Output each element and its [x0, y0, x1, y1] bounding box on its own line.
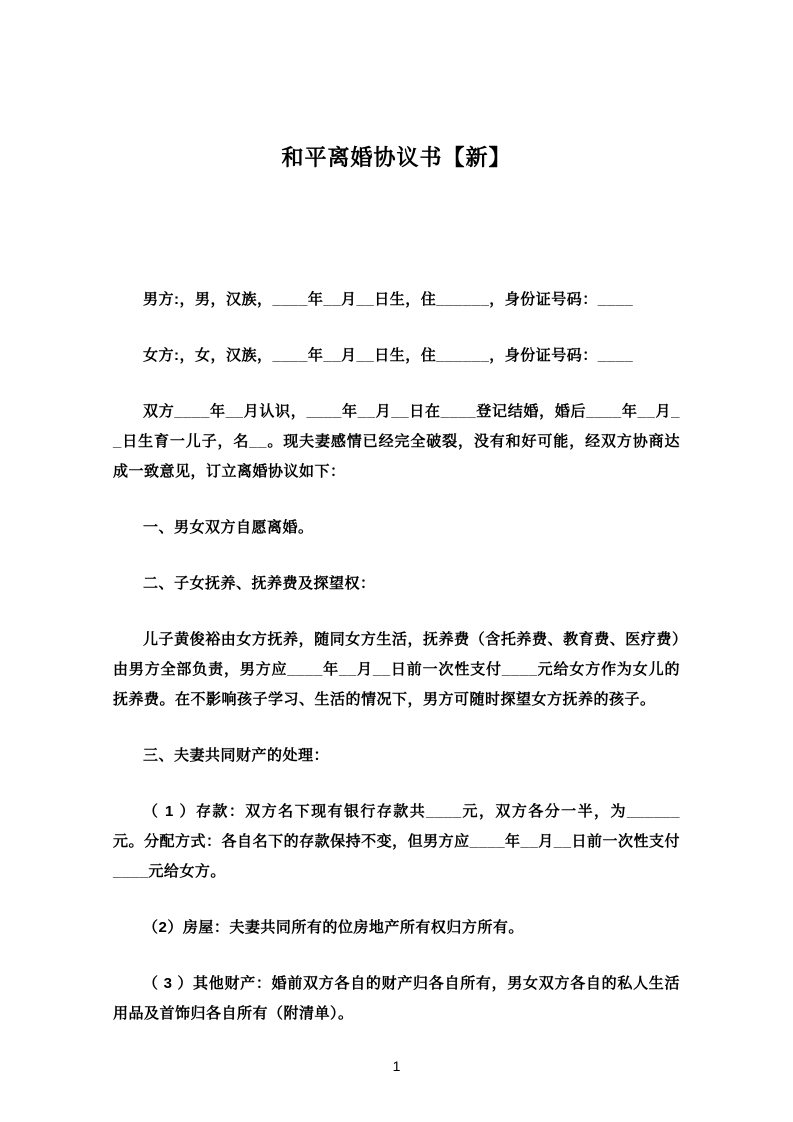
- paragraph-clause-2-heading: 二、子女抚养、抚养费及探望权：: [143, 575, 376, 592]
- paragraph-clause-3-item-3: （ 3 ）其他财产：婚前双方各自的财产归各自所有，男女双方各自的私人生活用品及首饰归各自所有（附清单）。: [113, 975, 680, 1022]
- paragraph-party-male: 男方:，男，汉族，____年__月__日生，住______，身份证号码：____: [143, 291, 634, 308]
- page-number: 1: [392, 1058, 401, 1074]
- paragraph-clause-3-item-2: （2）房屋：夫妻共同所有的位房地产所有权归方所有。: [143, 919, 524, 936]
- paragraph-clause-3-heading: 三、夫妻共同财产的处理：: [143, 747, 330, 764]
- paragraph-preamble: 双方____年__月认识，____年__月__日在____登记结婚，婚后____年__月__日生育一儿子，名__。现夫妻感情已经完全破裂，没有和好可能，经双方协商达成一致意见，订立离婚协议如下：: [113, 403, 680, 480]
- paragraph-clause-2-body: 儿子黄俊裕由女方抚养，随同女方生活，抚养费（含托养费、教育费、医疗费）由男方全部负责，男方应____年__月__日前一次性支付____元给女方作为女儿的抚养费。在不影响孩子学习、生活的情况下，男方可随时探望女方抚养的孩子。: [113, 631, 680, 708]
- paragraph-party-female: 女方:，女，汉族，____年__月__日生，住______，身份证号码：____: [143, 347, 634, 364]
- document-title: 和平离婚协议书【新】: [281, 145, 512, 170]
- paragraph-clause-1: 一、男女双方自愿离婚。: [143, 519, 314, 536]
- paragraph-clause-3-item-1: （ 1 ）存款：双方名下现有银行存款共____元，双方各分一半，为______元。分配方式：各自名下的存款保持不变，但男方应____年__月__日前一次性支付____元给女方。: [113, 803, 680, 880]
